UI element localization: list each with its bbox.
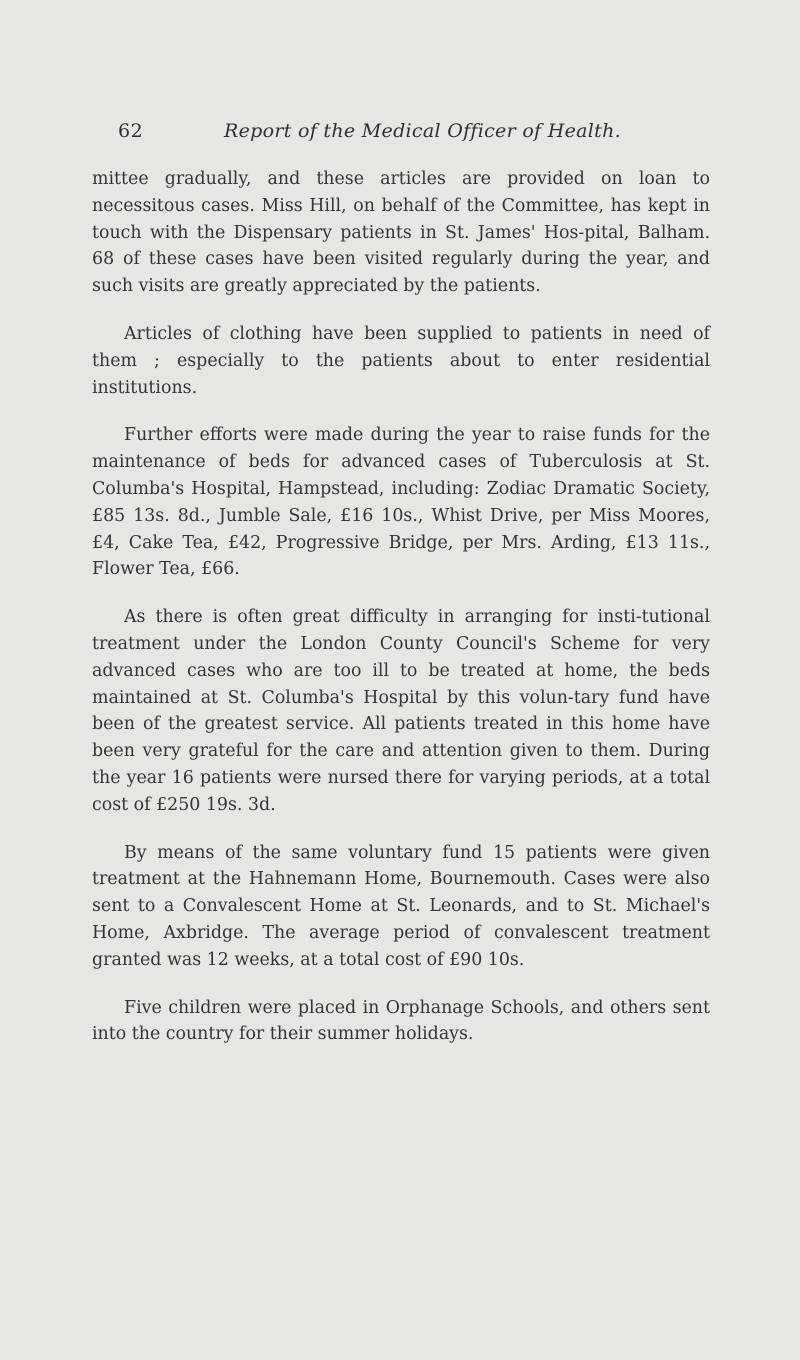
page-number: 62 (118, 120, 144, 142)
paragraph-convalescent-treatment: By means of the same voluntary fund 15 patients were given treatment at the Hahnemann Home, Bournemouth. Cases were also sent to a Convalescent Home at St. Leonards, and to St. Michael's Home, Axbridge. The average period of convalescent treatment granted was 12 weeks, at a total cost of £90 10s. (92, 842, 710, 970)
paragraph-institutional-treatment: As there is often great difficulty in arranging for insti-tutional treatment under the London County Council's Scheme for very advanced cases who are too ill to be treated at home, the beds maintained at St. Columba's Hospital by this volun-tary fund have been of the greatest service. All patients treated in this home have been very grateful for the care and attention given to them. During the year 16 patients were nursed there for varying periods, at a total cost of £250 19s. 3d. (92, 607, 710, 815)
page-header (90, 120, 710, 150)
paragraph-continuation: mittee gradually, and these articles are provided on loan to necessitous cases. Miss Hill, on behalf of the Committee, has kept in touch with the Dispensary patients in St. James' Hos-pital, Balham. 68 of these cases have been visited regularly during the year, and such visits are greatly appreciated by the patients. (92, 169, 710, 297)
paragraph-fundraising: Further efforts were made during the year to raise funds for the maintenance of beds for advanced cases of Tuberculosis at St. Columba's Hospital, Hampstead, including: Zodiac Dramatic Society, £85 13s. 8d., Jumble Sale, £16 10s., Whist Drive, per Miss Moores, £4, Cake Tea, £42, Progressive Bridge, per Mrs. Arding, £13 11s., Flower Tea, £66. (92, 425, 710, 580)
running-title: Report of the Medical Officer of Health. (224, 120, 621, 142)
paragraph-orphanage: Five children were placed in Orphanage Schools, and others sent into the country for their summer holidays. (92, 997, 710, 1045)
paragraph-clothing: Articles of clothing have been supplied to patients in need of them ; especially to the patients about to enter residential institutions. (92, 323, 710, 398)
body-text (92, 166, 710, 1069)
